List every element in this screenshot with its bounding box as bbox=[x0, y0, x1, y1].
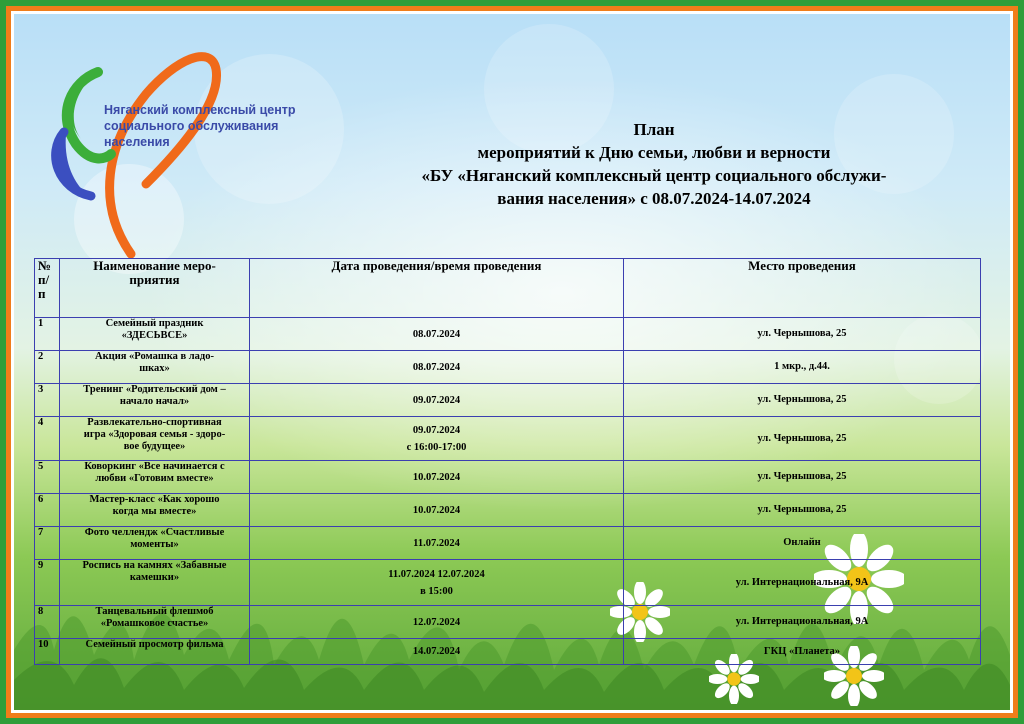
organization-name-line: Няганский комплексный центр bbox=[104, 103, 296, 117]
event-name-line: Семейный праздник bbox=[105, 318, 204, 329]
plan-title-line: мероприятий к Дню семьи, любви и верности bbox=[477, 143, 831, 162]
row-place: ул. Чернышова, 25 bbox=[624, 318, 981, 351]
row-event-name bbox=[60, 606, 250, 639]
date-line: 09.07.2024 bbox=[412, 394, 461, 406]
plan-title-line: План bbox=[633, 120, 675, 139]
row-date bbox=[250, 560, 624, 606]
header-number-line: п bbox=[38, 286, 46, 301]
event-name-line: Развлекательно-спортивная bbox=[87, 417, 222, 428]
row-place: ул. Чернышова, 25 bbox=[624, 494, 981, 527]
table-row bbox=[35, 606, 981, 639]
event-name-line: «ЗДЕСЬВСЕ» bbox=[121, 330, 188, 341]
date-line: 10.07.2024 bbox=[412, 471, 461, 483]
event-name-line: шках» bbox=[139, 363, 170, 374]
row-date bbox=[250, 318, 624, 351]
event-name-line: камешки» bbox=[129, 572, 180, 583]
row-number: 2 bbox=[35, 351, 60, 384]
table-row bbox=[35, 318, 981, 351]
date-line: 14.07.2024 bbox=[412, 646, 461, 657]
organization-name-line: населения bbox=[104, 135, 170, 149]
events-table bbox=[34, 258, 981, 665]
row-place: 1 мкр., д.44. bbox=[624, 351, 981, 384]
row-event-name bbox=[60, 318, 250, 351]
header-place bbox=[624, 259, 981, 318]
header-number bbox=[35, 259, 60, 318]
row-date bbox=[250, 351, 624, 384]
row-date bbox=[250, 639, 624, 665]
header-number-line: № bbox=[38, 258, 52, 273]
date-line: 09.07.2024 bbox=[412, 424, 461, 436]
row-date bbox=[250, 417, 624, 461]
table-row bbox=[35, 384, 981, 417]
table-row bbox=[35, 560, 981, 606]
plan-title-line: «БУ «Няганский комплексный центр социального обслужи- bbox=[421, 166, 887, 185]
row-number: 9 bbox=[35, 560, 60, 606]
table-row bbox=[35, 639, 981, 665]
row-place: ГКЦ «Планета» bbox=[624, 639, 981, 665]
organization-name-line: социального обслуживания bbox=[104, 119, 279, 133]
row-event-name bbox=[60, 351, 250, 384]
plan-title-line: вания населения» с 08.07.2024-14.07.2024 bbox=[497, 189, 811, 208]
row-place: ул. Чернышова, 25 bbox=[624, 461, 981, 494]
event-name-line: Мастер-класс «Как хорошо bbox=[89, 494, 220, 505]
table-row bbox=[35, 417, 981, 461]
date-line: 11.07.2024 12.07.2024 bbox=[388, 568, 485, 580]
row-event-name bbox=[60, 527, 250, 560]
header-event-name-line: Наименование меро- bbox=[93, 258, 216, 273]
row-event-name bbox=[60, 384, 250, 417]
event-name-line: Акция «Ромашка в ладо- bbox=[95, 351, 214, 362]
row-place: Онлайн bbox=[624, 527, 981, 560]
header-date bbox=[250, 259, 624, 318]
row-date bbox=[250, 527, 624, 560]
row-number: 6 bbox=[35, 494, 60, 527]
row-place: ул. Интернациональная, 9А bbox=[624, 560, 981, 606]
event-name-line: Семейный просмотр фильма bbox=[85, 639, 224, 650]
row-number: 3 bbox=[35, 384, 60, 417]
row-number: 4 bbox=[35, 417, 60, 461]
date-line: с 16:00-17:00 bbox=[406, 441, 467, 453]
header-event-name-line: приятия bbox=[129, 272, 180, 287]
event-name-line: Роспись на камнях «Забавные bbox=[82, 560, 227, 571]
row-number: 5 bbox=[35, 461, 60, 494]
table-row bbox=[35, 461, 981, 494]
date-line: 12.07.2024 bbox=[412, 616, 461, 628]
table-header-row bbox=[35, 259, 981, 318]
event-name-line: когда мы вместе» bbox=[112, 506, 197, 517]
table-row bbox=[35, 527, 981, 560]
date-line: 11.07.2024 bbox=[413, 537, 460, 549]
table-row bbox=[35, 494, 981, 527]
date-line: 08.07.2024 bbox=[412, 361, 461, 373]
date-line: 08.07.2024 bbox=[412, 328, 461, 340]
row-place: ул. Чернышова, 25 bbox=[624, 417, 981, 461]
event-name-line: Тренинг «Родительский дом – bbox=[83, 384, 226, 395]
header-event-name bbox=[60, 259, 250, 318]
row-number: 1 bbox=[35, 318, 60, 351]
row-event-name bbox=[60, 560, 250, 606]
header-date-line: Дата проведения/время проведения bbox=[331, 258, 542, 273]
row-number: 10 bbox=[35, 639, 60, 665]
plan-title bbox=[344, 118, 964, 210]
event-name-line: вое будущее» bbox=[123, 441, 186, 452]
date-line: 10.07.2024 bbox=[412, 504, 461, 516]
organization-name bbox=[104, 102, 334, 150]
row-event-name bbox=[60, 417, 250, 461]
row-place: ул. Чернышова, 25 bbox=[624, 384, 981, 417]
event-name-line: Танцевальный флешмоб bbox=[95, 606, 214, 617]
event-name-line: игра «Здоровая семья - здоро- bbox=[83, 429, 226, 440]
row-number: 8 bbox=[35, 606, 60, 639]
background-meadow bbox=[14, 14, 1010, 710]
event-name-line: Коворкинг «Все начинается с bbox=[84, 461, 225, 472]
row-date bbox=[250, 384, 624, 417]
header-place-line: Место проведения bbox=[748, 258, 856, 273]
event-name-line: моменты» bbox=[130, 539, 179, 550]
row-event-name bbox=[60, 639, 250, 665]
table-row bbox=[35, 351, 981, 384]
row-place: ул. Интернациональная, 9А bbox=[624, 606, 981, 639]
row-event-name bbox=[60, 461, 250, 494]
row-date bbox=[250, 461, 624, 494]
row-date bbox=[250, 494, 624, 527]
header-number-line: п/ bbox=[38, 272, 50, 287]
event-name-line: Фото челлендж «Счастливые bbox=[84, 527, 225, 538]
row-date bbox=[250, 606, 624, 639]
event-name-line: начало начал» bbox=[119, 396, 190, 407]
event-name-line: «Ромашковое счастье» bbox=[100, 618, 209, 629]
row-event-name bbox=[60, 494, 250, 527]
table-body bbox=[35, 318, 981, 665]
date-line: в 15:00 bbox=[420, 585, 453, 597]
event-name-line: любви «Готовим вместе» bbox=[95, 473, 214, 484]
row-number: 7 bbox=[35, 527, 60, 560]
